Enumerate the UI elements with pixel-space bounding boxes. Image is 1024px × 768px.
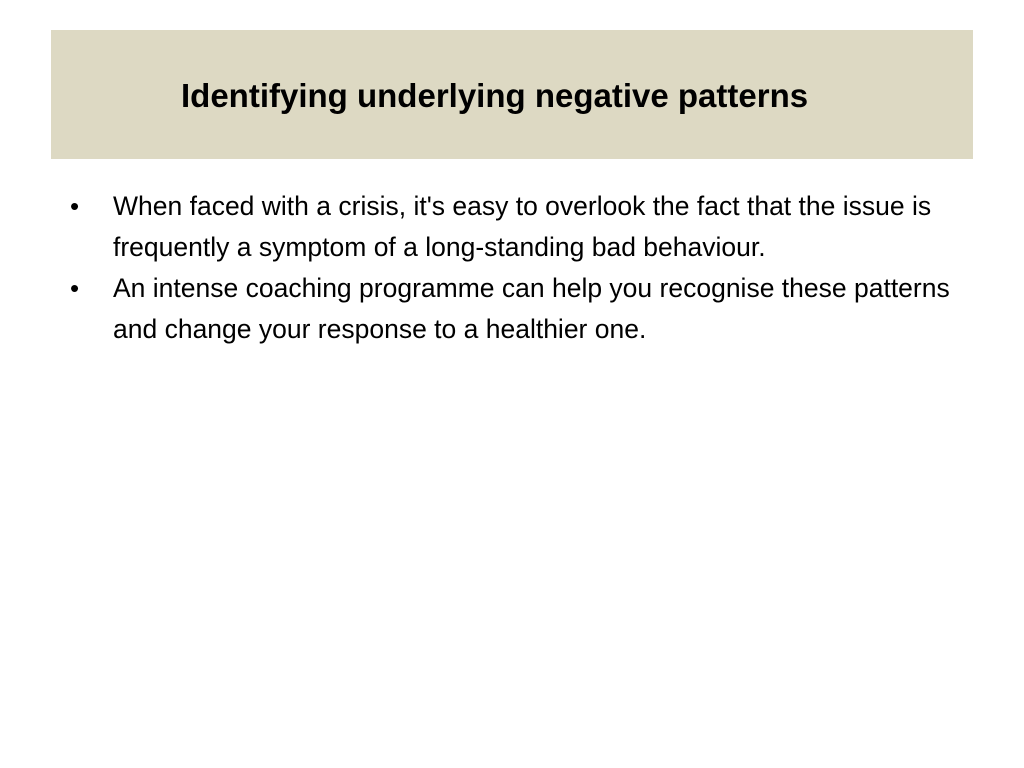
bullet-item — [70, 268, 970, 350]
bullet-marker-icon: • — [70, 273, 80, 303]
bullet-item — [70, 186, 970, 268]
bullet-text: When faced with a crisis, it's easy to overlook the fact that the issue is frequently a symptom of a long-standing bad behaviour. — [113, 191, 932, 262]
slide-title: Identifying underlying negative patterns — [181, 77, 809, 114]
bullet-marker-icon: • — [70, 191, 80, 221]
bullet-text: An intense coaching programme can help you recognise these patterns and change your response to a healthier one. — [113, 273, 950, 344]
bullet-list — [70, 186, 970, 350]
